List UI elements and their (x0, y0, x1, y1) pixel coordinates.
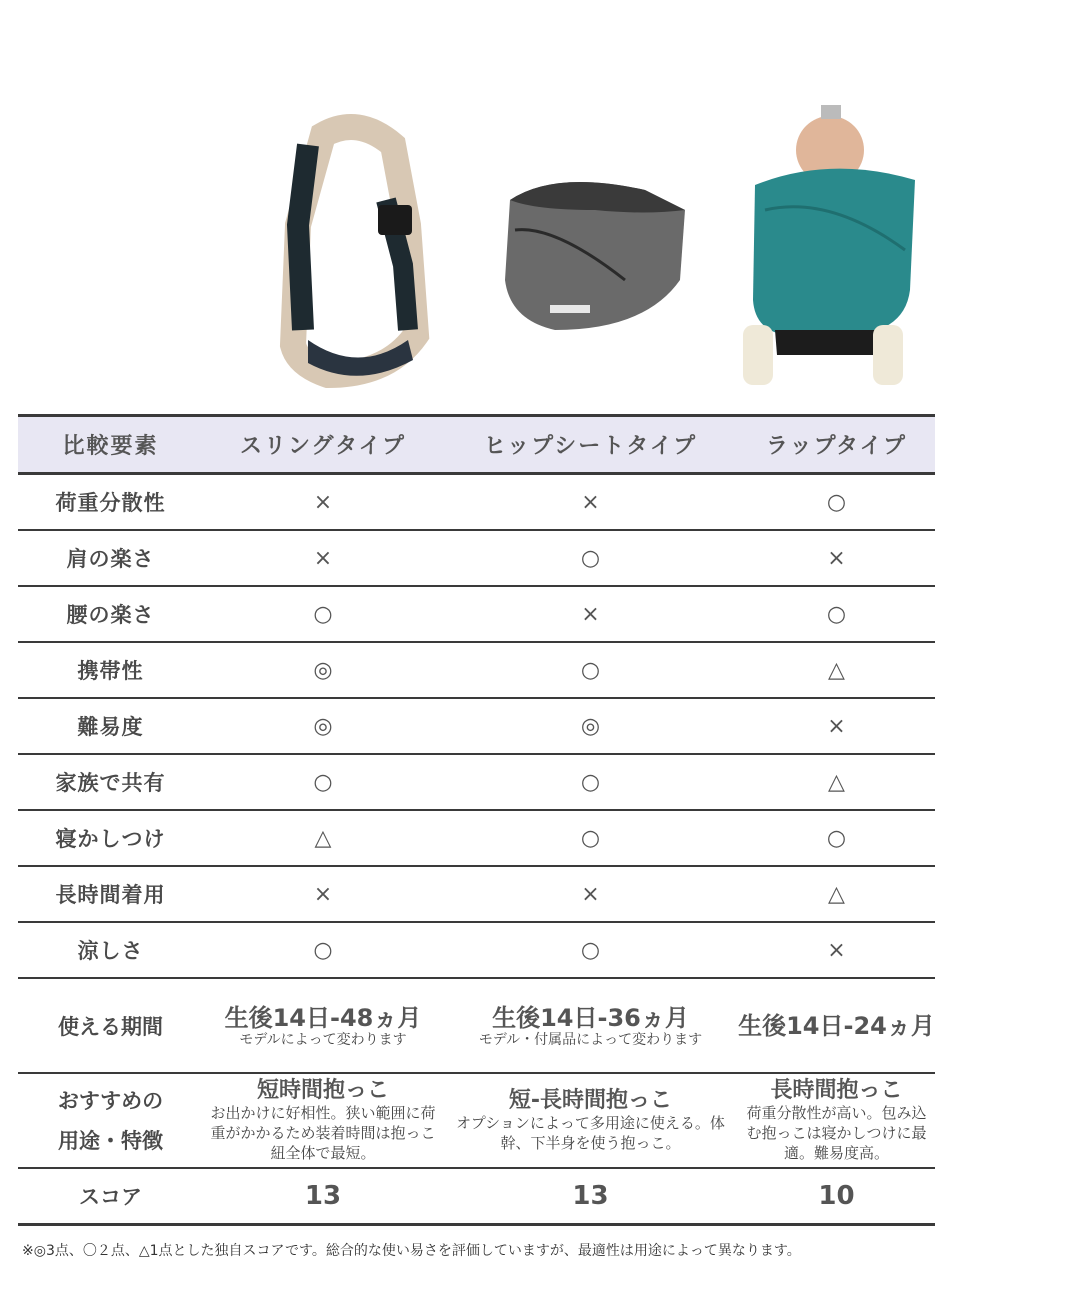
comparison-table (18, 414, 935, 1226)
table-row (18, 699, 935, 755)
row-label: 腰の楽さ (66, 603, 155, 627)
score-value: 13 (572, 1181, 609, 1211)
wrap-carrier-image (735, 100, 920, 395)
rating-mark: ○ (826, 825, 847, 851)
score-value: 10 (818, 1181, 855, 1211)
row-label: 涼しさ (77, 939, 144, 963)
row-label-line: おすすめの (57, 1088, 164, 1113)
rating-mark: × (313, 489, 333, 515)
rating-mark: ◎ (313, 657, 333, 683)
rating-mark: × (827, 713, 846, 739)
purpose-head: 長時間抱っこ (770, 1077, 903, 1103)
purpose-desc: オプションによって多用途に使える。体幹、下半身を使う抱っこ。 (456, 1113, 725, 1152)
table-row (18, 643, 935, 699)
rating-mark: × (581, 881, 600, 907)
row-label: 長時間着用 (55, 883, 166, 907)
period-main: 生後14日-36ヵ月 (492, 1003, 689, 1032)
header-criteria: 比較要素 (62, 434, 159, 459)
table-row (18, 587, 935, 643)
purpose-cell (738, 1079, 935, 1163)
rating-mark: ○ (313, 937, 333, 963)
row-label (18, 1081, 203, 1161)
period-note: モデル・付属品によって変わります (478, 1031, 703, 1048)
table-row (18, 755, 935, 811)
period-main: 生後14日-48ヵ月 (224, 1003, 422, 1032)
rating-mark: ○ (826, 489, 847, 515)
table-row (18, 475, 935, 531)
row-label: 家族で共有 (55, 771, 166, 795)
score-row (18, 1169, 935, 1226)
purpose-head: 短-長時間抱っこ (508, 1087, 673, 1113)
period-cell (203, 1004, 443, 1048)
rating-mark: × (827, 545, 846, 571)
period-main: 生後14日-24ヵ月 (738, 1011, 935, 1040)
product-images (0, 0, 1080, 410)
period-cell (443, 1004, 738, 1048)
rating-mark: × (827, 937, 846, 963)
rating-mark: × (313, 545, 333, 571)
rating-mark: × (581, 489, 600, 515)
row-label-line: 用途・特徴 (58, 1128, 163, 1153)
rating-mark: △ (828, 769, 845, 795)
table-header-row (18, 414, 935, 475)
row-label: 荷重分散性 (55, 491, 166, 515)
period-note: モデルによって変わります (239, 1031, 407, 1048)
rating-mark: ○ (580, 769, 601, 795)
rating-mark: × (581, 601, 600, 627)
period-cell (738, 1012, 935, 1040)
row-label: 寝かしつけ (55, 827, 166, 851)
header-wrap: ラップタイプ (766, 434, 907, 459)
period-row (18, 979, 935, 1074)
purpose-head: 短時間抱っこ (256, 1077, 389, 1103)
row-label: スコア (79, 1185, 142, 1209)
rating-mark: × (313, 881, 333, 907)
table-row (18, 867, 935, 923)
rating-mark: △ (828, 881, 845, 907)
purpose-desc: 荷重分散性が高い。包み込む抱っこは寝かしつけに最適。難易度高。 (746, 1103, 927, 1162)
rating-mark: ◎ (580, 713, 601, 739)
purpose-cell (203, 1079, 443, 1163)
rating-mark: ○ (313, 601, 333, 627)
header-sling: スリングタイプ (239, 434, 407, 459)
purpose-row (18, 1074, 935, 1169)
footnote: ※◎3点、〇２点、△1点とした独自スコアです。総合的な使い易さを評価していますが、最適性は用途によって異なります。 (22, 1243, 801, 1259)
table-row (18, 923, 935, 979)
purpose-cell (443, 1089, 738, 1153)
row-label: 難易度 (77, 715, 144, 739)
rating-mark: △ (828, 657, 845, 683)
rating-mark: △ (314, 825, 332, 851)
rating-mark: ○ (580, 825, 601, 851)
row-label: 携帯性 (77, 659, 144, 683)
row-label: 肩の楽さ (66, 547, 155, 571)
rating-mark: ○ (580, 657, 601, 683)
rating-mark: ○ (826, 601, 847, 627)
hipseat-carrier-image (495, 170, 690, 340)
score-value: 13 (304, 1181, 342, 1211)
table-row (18, 531, 935, 587)
rating-mark: ○ (580, 937, 601, 963)
header-hipseat: ヒップシートタイプ (483, 434, 698, 459)
row-label: 使える期間 (58, 1014, 163, 1039)
rating-mark: ○ (313, 769, 333, 795)
purpose-desc: お出かけに好相性。狭い範囲に荷重がかかるため装着時間は抱っこ紐全体で最短。 (210, 1103, 436, 1162)
table-row (18, 811, 935, 867)
rating-mark: ○ (580, 545, 601, 571)
rating-mark: ◎ (313, 713, 333, 739)
sling-carrier-image (268, 105, 433, 390)
